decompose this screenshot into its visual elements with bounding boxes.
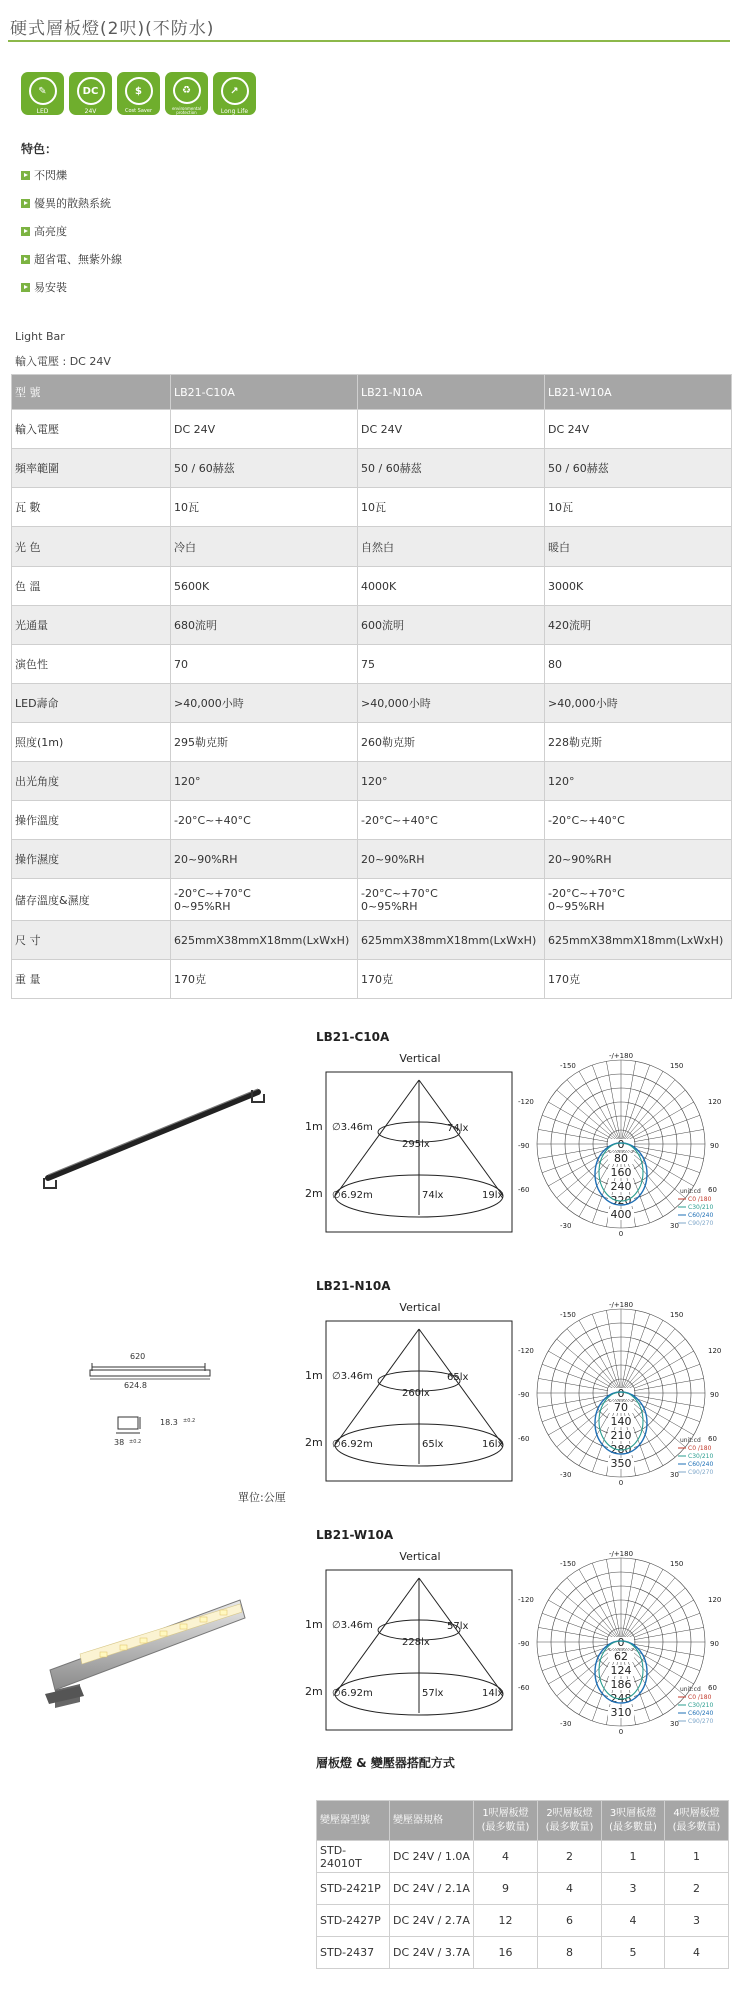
spec-row	[12, 762, 732, 801]
angle-label: 120	[708, 1596, 722, 1604]
spec-label-cell: 色 溫	[12, 567, 171, 606]
matching-cell: DC 24V / 3.7A	[390, 1937, 474, 1969]
intensity-ring-label: 0	[617, 1387, 625, 1400]
angle-label: -150	[560, 1311, 576, 1319]
polar-legend-item: unit:cd	[680, 1188, 701, 1195]
intensity-ring-label: 350	[610, 1457, 632, 1470]
spec-row	[12, 488, 732, 527]
distance-2m-label: 2m	[305, 1187, 323, 1200]
diameter-1m-label: ∅3.46m	[332, 1620, 373, 1631]
spec-label-cell: 照度(1m)	[12, 723, 171, 762]
spec-value-cell: >40,000小時	[358, 684, 545, 723]
spec-value-cell: 600流明	[358, 606, 545, 645]
distance-1m-label: 1m	[305, 1618, 323, 1631]
distance-1m-label: 1m	[305, 1120, 323, 1133]
vertical-label: Vertical	[399, 1301, 441, 1314]
spec-label-cell: 尺 寸	[12, 921, 171, 960]
spec-value-cell: 170克	[171, 960, 358, 999]
spec-value-cell: -20°C~+70°C 0~95%RH	[545, 879, 732, 921]
long-life-badge	[213, 72, 256, 115]
angle-label: -90	[518, 1142, 530, 1150]
matching-cell: 變壓器規格	[390, 1801, 474, 1841]
matching-cell: 2	[538, 1841, 602, 1873]
angle-label: 90	[710, 1391, 719, 1399]
edge-lux-2m: 19lx	[482, 1190, 504, 1201]
diagram-model-label: LB21-N10A	[316, 1279, 391, 1293]
spec-value-cell: LB21-W10A	[545, 375, 732, 410]
polar-legend-item: C90/270	[688, 1469, 714, 1476]
spec-row	[12, 921, 732, 960]
badge-caption: environmental protection	[171, 106, 202, 115]
feature-item	[21, 279, 67, 295]
feature-text: 超省電、無紫外線	[34, 253, 122, 266]
intensity-ring-label: 280	[610, 1443, 632, 1456]
polar-legend-item: C0 /180	[688, 1694, 712, 1701]
diameter-1m-label: ∅3.46m	[332, 1371, 373, 1382]
diagram-model-label: LB21-C10A	[316, 1030, 390, 1044]
angle-label: -30	[560, 1471, 572, 1479]
intensity-ring-label: 310	[610, 1706, 632, 1719]
feature-text: 優異的散熱系統	[34, 197, 111, 210]
matching-cell: 1	[602, 1841, 665, 1873]
spec-value-cell: 冷白	[171, 527, 358, 567]
distance-1m-label: 1m	[305, 1369, 323, 1382]
angle-label: 60	[708, 1435, 717, 1443]
matching-row	[317, 1873, 729, 1905]
spec-value-cell: >40,000小時	[545, 684, 732, 723]
matching-title: 層板燈 & 變壓器搭配方式	[316, 1756, 455, 1770]
spec-value-cell: 暖白	[545, 527, 732, 567]
angle-label: -120	[518, 1596, 534, 1604]
angle-label: -60	[518, 1684, 530, 1692]
cost-saver-badge	[117, 72, 160, 115]
spec-value-cell: -20°C~+40°C	[358, 801, 545, 840]
spec-value-cell: 260勒克斯	[358, 723, 545, 762]
matching-cell: STD-2437	[317, 1937, 390, 1969]
polar-legend-item: C0 /180	[688, 1445, 712, 1452]
feature-text: 易安裝	[34, 281, 67, 294]
spec-label-cell: 操作溫度	[12, 801, 171, 840]
spec-value-cell: 10瓦	[171, 488, 358, 527]
spec-label-cell: 頻率範圍	[12, 449, 171, 488]
polar-legend-item: C60/240	[688, 1710, 714, 1717]
product-photo	[40, 1590, 250, 1710]
intensity-ring-label: 0	[617, 1636, 625, 1649]
polar-intensity-diagram	[520, 1548, 730, 1748]
matching-cell: 8	[538, 1937, 602, 1969]
feature-item	[21, 251, 122, 267]
spec-value-cell: DC 24V	[171, 410, 358, 449]
feature-item	[21, 195, 111, 211]
bullet-arrow-icon	[21, 283, 30, 292]
diameter-1m-label: ∅3.46m	[332, 1122, 373, 1133]
spec-value-cell: 自然白	[358, 527, 545, 567]
dc-icon: DC	[77, 77, 105, 105]
length-outer-label: 624.8	[124, 1381, 147, 1390]
intensity-ring-label: 70	[614, 1401, 628, 1414]
spec-label-cell: 瓦 數	[12, 488, 171, 527]
polar-legend-item: C90/270	[688, 1220, 714, 1227]
center-lux-2m: 57lx	[422, 1688, 444, 1699]
diagram-model-label: LB21-W10A	[316, 1528, 394, 1542]
feature-item	[21, 167, 67, 183]
input-voltage-line: 輸入電壓 : DC 24V	[15, 355, 111, 368]
spec-row	[12, 410, 732, 449]
feature-text: 高亮度	[34, 225, 67, 238]
spec-value-cell: 120°	[358, 762, 545, 801]
spec-label-cell: 儲存溫度&濕度	[12, 879, 171, 921]
badge-caption: 24V	[84, 108, 97, 115]
features-heading: 特色：	[21, 142, 58, 156]
spec-value-cell: 5600K	[171, 567, 358, 606]
globe-leaf-icon: ♻	[173, 77, 201, 104]
bullet-arrow-icon	[21, 255, 30, 264]
angle-label: 30	[670, 1471, 679, 1479]
badge-caption: LED	[36, 108, 49, 115]
spec-value-cell: 625mmX38mmX18mm(LxWxH)	[358, 921, 545, 960]
intensity-ring-label: 240	[610, 1180, 632, 1193]
angle-label: -90	[518, 1391, 530, 1399]
spec-value-cell: 80	[545, 645, 732, 684]
spec-value-cell: 680流明	[171, 606, 358, 645]
matching-cell: 12	[474, 1905, 538, 1937]
edge-lux-1m: 74lx	[447, 1123, 469, 1134]
spec-row	[12, 801, 732, 840]
intensity-ring-label: 320	[610, 1194, 632, 1207]
spec-value-cell: -20°C~+40°C	[171, 801, 358, 840]
dc-badge	[69, 72, 112, 115]
intensity-ring-label: 210	[610, 1429, 632, 1442]
feature-text: 不閃爍	[34, 169, 67, 182]
matching-header-row	[317, 1801, 729, 1841]
spec-label-cell: 輸入電壓	[12, 410, 171, 449]
spec-value-cell: 10瓦	[358, 488, 545, 527]
angle-label: -90	[518, 1640, 530, 1648]
angle-label: -120	[518, 1347, 534, 1355]
angle-label: 120	[708, 1098, 722, 1106]
spec-value-cell: DC 24V	[545, 410, 732, 449]
angle-label: -/+180	[608, 1301, 634, 1309]
polar-legend-item: unit:cd	[680, 1437, 701, 1444]
feature-item	[21, 223, 67, 239]
polar-legend-item: C60/240	[688, 1212, 714, 1219]
vertical-label: Vertical	[399, 1052, 441, 1065]
polar-intensity-diagram	[520, 1299, 730, 1499]
spec-row	[12, 840, 732, 879]
matching-cell: 2	[665, 1873, 729, 1905]
matching-cell: 2呎層板燈 (最多數量)	[538, 1801, 602, 1841]
spec-value-cell: 295勒克斯	[171, 723, 358, 762]
angle-label: 90	[710, 1142, 719, 1150]
angle-label: -/+180	[608, 1052, 634, 1060]
matching-cell: 3	[665, 1905, 729, 1937]
distance-2m-label: 2m	[305, 1685, 323, 1698]
center-lux-1m: 295lx	[402, 1139, 430, 1150]
matching-cell: 3	[602, 1873, 665, 1905]
spec-label-cell: 光通量	[12, 606, 171, 645]
angle-label: -30	[560, 1222, 572, 1230]
intensity-ring-label: 248	[610, 1692, 632, 1705]
matching-cell: 3呎層板燈 (最多數量)	[602, 1801, 665, 1841]
matching-cell: DC 24V / 1.0A	[390, 1841, 474, 1873]
edge-lux-2m: 14lx	[482, 1688, 504, 1699]
spec-value-cell: LB21-C10A	[171, 375, 358, 410]
spec-value-cell: 420流明	[545, 606, 732, 645]
edge-lux-1m: 65lx	[447, 1372, 469, 1383]
spec-value-cell: 170克	[545, 960, 732, 999]
polar-legend-item: C30/210	[688, 1702, 714, 1709]
spec-value-cell: 10瓦	[545, 488, 732, 527]
spec-value-cell: 120°	[171, 762, 358, 801]
led-badge	[21, 72, 64, 115]
unit-label: 單位:公厘	[238, 1491, 286, 1504]
angle-label: 90	[710, 1640, 719, 1648]
spec-label-cell: 型 號	[12, 375, 171, 410]
angle-label: 0	[618, 1728, 624, 1736]
bullet-arrow-icon	[21, 171, 30, 180]
matching-cell: 4	[602, 1905, 665, 1937]
matching-cell: 4呎層板燈 (最多數量)	[665, 1801, 729, 1841]
angle-label: 120	[708, 1347, 722, 1355]
spec-row	[12, 723, 732, 762]
angle-label: 30	[670, 1720, 679, 1728]
angle-label: 150	[670, 1311, 684, 1319]
environment-badge	[165, 72, 208, 115]
matching-cell: 4	[665, 1937, 729, 1969]
matching-cell: 6	[538, 1905, 602, 1937]
piggy-bank-icon: $	[125, 77, 153, 105]
polar-legend-item: C90/270	[688, 1718, 714, 1725]
intensity-ring-label: 124	[610, 1664, 632, 1677]
polar-legend-item: C30/210	[688, 1453, 714, 1460]
angle-label: -60	[518, 1186, 530, 1194]
angle-label: -150	[560, 1062, 576, 1070]
page-title: 硬式層板燈(2呎)(不防水)	[10, 19, 215, 39]
spec-header-row	[12, 375, 732, 410]
product-line-label: Light Bar	[15, 330, 65, 343]
center-lux-2m: 65lx	[422, 1439, 444, 1450]
spec-row	[12, 645, 732, 684]
diameter-2m-label: ∅6.92m	[332, 1688, 373, 1699]
center-lux-2m: 74lx	[422, 1190, 444, 1201]
distance-2m-label: 2m	[305, 1436, 323, 1449]
matching-row	[317, 1905, 729, 1937]
matching-cell: 9	[474, 1873, 538, 1905]
edge-lux-2m: 16lx	[482, 1439, 504, 1450]
angle-label: 150	[670, 1062, 684, 1070]
spec-value-cell: 625mmX38mmX18mm(LxWxH)	[545, 921, 732, 960]
intensity-ring-label: 140	[610, 1415, 632, 1428]
intensity-ring-label: 186	[610, 1678, 632, 1691]
spec-value-cell: DC 24V	[358, 410, 545, 449]
spec-row	[12, 567, 732, 606]
angle-label: 0	[618, 1479, 624, 1487]
angle-label: 0	[618, 1230, 624, 1238]
angle-label: -/+180	[608, 1550, 634, 1558]
angle-label: -150	[560, 1560, 576, 1568]
spec-value-cell: 625mmX38mmX18mm(LxWxH)	[171, 921, 358, 960]
spec-value-cell: 75	[358, 645, 545, 684]
spec-value-cell: 170克	[358, 960, 545, 999]
polar-intensity-diagram	[520, 1050, 730, 1250]
spec-label-cell: 出光角度	[12, 762, 171, 801]
spec-value-cell: 20~90%RH	[358, 840, 545, 879]
spec-value-cell: 20~90%RH	[171, 840, 358, 879]
matching-cell: DC 24V / 2.1A	[390, 1873, 474, 1905]
intensity-ring-label: 80	[614, 1152, 628, 1165]
height-label: 18.3	[160, 1418, 178, 1427]
matching-cell: DC 24V / 2.7A	[390, 1905, 474, 1937]
matching-row	[317, 1937, 729, 1969]
spec-row	[12, 960, 732, 999]
spec-row	[12, 684, 732, 723]
matching-cell: 變壓器型號	[317, 1801, 390, 1841]
angle-label: 150	[670, 1560, 684, 1568]
angle-label: -120	[518, 1098, 534, 1106]
spec-label-cell: 演色性	[12, 645, 171, 684]
badge-caption: Cost Saver	[124, 108, 153, 114]
angle-label: 60	[708, 1186, 717, 1194]
spec-row	[12, 879, 732, 921]
spec-row	[12, 606, 732, 645]
led-pencil-icon: ✎	[29, 77, 57, 105]
angle-label: 30	[670, 1222, 679, 1230]
spec-label-cell: 重 量	[12, 960, 171, 999]
spec-label-cell: LED壽命	[12, 684, 171, 723]
spec-value-cell: 228勒克斯	[545, 723, 732, 762]
spec-value-cell: 70	[171, 645, 358, 684]
matching-cell: 4	[474, 1841, 538, 1873]
polar-legend-item: C60/240	[688, 1461, 714, 1468]
polar-legend-item: unit:cd	[680, 1686, 701, 1693]
title-divider	[8, 40, 730, 42]
spec-value-cell: 50 / 60赫茲	[358, 449, 545, 488]
spec-value-cell: >40,000小時	[171, 684, 358, 723]
spec-value-cell: 50 / 60赫茲	[545, 449, 732, 488]
angle-label: -30	[560, 1720, 572, 1728]
intensity-ring-label: 0	[617, 1138, 625, 1151]
width-tolerance: ±0.2	[129, 1439, 142, 1445]
spec-value-cell: 20~90%RH	[545, 840, 732, 879]
edge-lux-1m: 57lx	[447, 1621, 469, 1632]
matching-cell: STD-2427P	[317, 1905, 390, 1937]
bullet-arrow-icon	[21, 199, 30, 208]
diameter-2m-label: ∅6.92m	[332, 1439, 373, 1450]
matching-cell: 5	[602, 1937, 665, 1969]
center-lux-1m: 260lx	[402, 1388, 430, 1399]
width-label: 38	[114, 1438, 125, 1447]
feature-badges	[21, 72, 256, 115]
matching-cell: STD-2421P	[317, 1873, 390, 1905]
matching-cell: 1呎層板燈 (最多數量)	[474, 1801, 538, 1841]
intensity-ring-label: 160	[610, 1166, 632, 1179]
matching-cell: 4	[538, 1873, 602, 1905]
spec-value-cell: -20°C~+40°C	[545, 801, 732, 840]
center-lux-1m: 228lx	[402, 1637, 430, 1648]
spec-value-cell: 3000K	[545, 567, 732, 606]
polar-legend-item: C0 /180	[688, 1196, 712, 1203]
intensity-ring-label: 400	[610, 1208, 632, 1221]
bullet-arrow-icon	[21, 227, 30, 236]
intensity-ring-label: 62	[614, 1650, 628, 1663]
angle-label: 60	[708, 1684, 717, 1692]
spec-row	[12, 527, 732, 567]
product-bar-drawing	[30, 1080, 270, 1210]
spec-row	[12, 449, 732, 488]
height-tolerance: ±0.2	[183, 1418, 196, 1424]
spec-label-cell: 光 色	[12, 527, 171, 567]
spec-value-cell: 120°	[545, 762, 732, 801]
spec-label-cell: 操作濕度	[12, 840, 171, 879]
spec-value-cell: -20°C~+70°C 0~95%RH	[358, 879, 545, 921]
matching-row	[317, 1841, 729, 1873]
spec-value-cell: 4000K	[358, 567, 545, 606]
badge-caption: Long Life	[220, 108, 249, 115]
spec-value-cell: 50 / 60赫茲	[171, 449, 358, 488]
matching-cell: STD-24010T	[317, 1841, 390, 1873]
matching-cell: 16	[474, 1937, 538, 1969]
spec-table	[11, 374, 732, 999]
length-inner-label: 620	[130, 1352, 146, 1361]
spec-value-cell: -20°C~+70°C 0~95%RH	[171, 879, 358, 921]
spec-value-cell: LB21-N10A	[358, 375, 545, 410]
transformer-matching-table	[316, 1800, 729, 1969]
dimension-drawing	[80, 1345, 230, 1455]
diameter-2m-label: ∅6.92m	[332, 1190, 373, 1201]
polar-legend-item: C30/210	[688, 1204, 714, 1211]
vertical-label: Vertical	[399, 1550, 441, 1563]
angle-label: -60	[518, 1435, 530, 1443]
matching-cell: 1	[665, 1841, 729, 1873]
growth-arrow-icon: ↗	[221, 77, 249, 105]
